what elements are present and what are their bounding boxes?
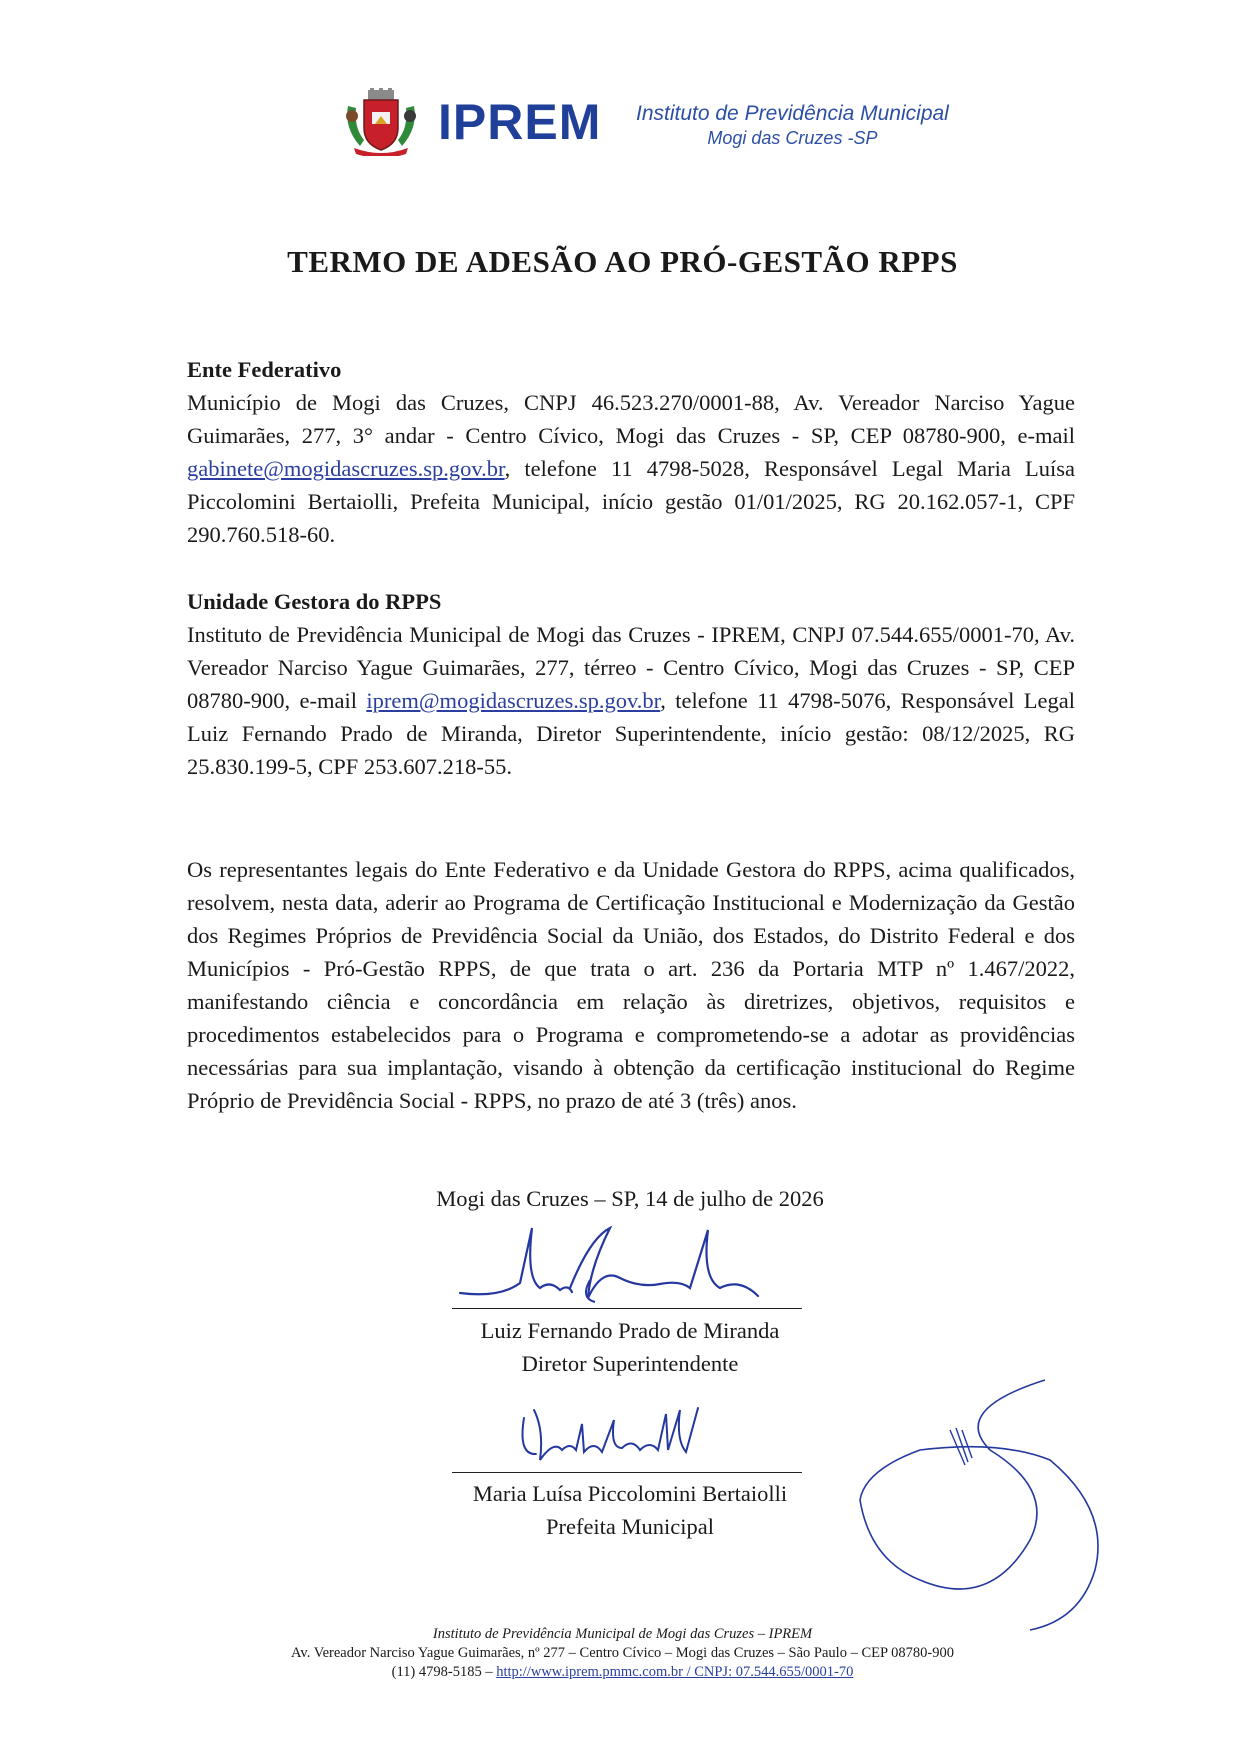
adhesion-paragraph — [187, 853, 1075, 1117]
ente-email-link[interactable]: gabinete@mogidascruzes.sp.gov.br — [187, 456, 505, 481]
institute-name — [636, 102, 949, 150]
page-footer — [0, 1625, 1245, 1682]
signature-2-line — [452, 1472, 802, 1473]
unidade-text-part1: Instituto de Previdência Municipal de Mogi das Cruzes - IPREM, CNPJ 07.544.655/0001-70, Av. Vereador Narciso Yague Guimarães, 277, térreo - Centro Cívico, Mogi das Cruzes - SP, CEP 08780-900, e-mail — [187, 622, 1075, 713]
brand-name: IPREM — [438, 94, 602, 150]
adhesion-text: Os representantes legais do Ente Federativo e da Unidade Gestora do RPPS, acima qualificados, resolvem, nesta data, aderir ao Programa de Certificação Institucional e Modernização da Gestão dos Regimes Próprios de Previdência Social da União, dos Estados, do Distrito Federal e dos Municípios - Pró-Gestão RPPS, de que trata o art. 236 da Portaria MTP nº 1.467/2022, manifestando ciência e concordância em relação às diretrizes, objetivos, requisitos e procedimentos estabelecidos para o Programa e comprometendo-se a adotar as providências necessárias para sua implantação, visando à obtenção da certificação institucional do Regime Próprio de Previdência Social - RPPS, no prazo de até 3 (três) anos. — [187, 857, 1075, 1113]
date-line: Mogi das Cruzes – SP, 14 de julho de 2026 — [436, 1186, 824, 1211]
footer-separator: – — [481, 1664, 497, 1680]
ente-text-part1: Município de Mogi das Cruzes, CNPJ 46.523.270/0001-88, Av. Vereador Narciso Yague Guimarães, 277, 3° andar - Centro Cívico, Mogi das Cruzes - SP, CEP 08780-900, e-mail — [187, 390, 1075, 448]
footer-contact — [0, 1663, 1245, 1682]
unidade-email-link[interactable]: iprem@mogidascruzes.sp.gov.br — [366, 688, 661, 713]
footer-website-link[interactable]: http://www.iprem.pmmc.com.br / CNPJ: 07.544.655/0001-70 — [496, 1664, 854, 1680]
signatory-1-name: Luiz Fernando Prado de Miranda — [480, 1318, 780, 1343]
unidade-gestora-text — [187, 618, 1075, 783]
ente-federativo-text — [187, 386, 1075, 551]
document-title: TERMO DE ADESÃO AO PRÓ-GESTÃO RPPS — [287, 244, 958, 279]
signature-2-handwriting — [510, 1400, 720, 1470]
institute-label: Instituto de Previdência Municipal — [636, 102, 949, 125]
signatory-2 — [420, 1477, 840, 1543]
coat-of-arms-logo — [340, 88, 422, 156]
signatory-2-name: Maria Luísa Piccolomini Bertaiolli — [472, 1481, 788, 1506]
signatory-1-role: Diretor Superintendente — [521, 1351, 739, 1376]
letterhead — [340, 88, 1000, 158]
footer-phone: (11) 4798-5185 — [391, 1664, 482, 1680]
signature-1-handwriting — [440, 1218, 800, 1308]
unidade-gestora-heading: Unidade Gestora do RPPS — [187, 589, 442, 614]
signatory-2-role: Prefeita Municipal — [545, 1514, 715, 1539]
institute-city: Mogi das Cruzes -SP — [707, 128, 878, 148]
unidade-gestora-section — [187, 585, 1075, 783]
footer-address: Av. Vereador Narciso Yague Guimarães, nº 277 – Centro Cívico – Mogi das Cruzes – São Paulo – CEP 08780-900 — [291, 1645, 954, 1661]
ente-federativo-heading: Ente Federativo — [187, 357, 342, 382]
footer-institute: Instituto de Previdência Municipal de Mogi das Cruzes – IPREM — [432, 1626, 813, 1642]
ente-federativo-section — [187, 353, 1075, 551]
unidade-text-part2: , telefone 11 4798-5076, Responsável Legal Luiz Fernando Prado de Miranda, Diretor Superintendente, início gestão: 08/12/2025, RG 25.830.199-5, CPF 253.607.218-55. — [187, 688, 1076, 779]
ente-text-part2: , telefone 11 4798-5028, Responsável Legal Maria Luísa Piccolomini Bertaiolli, Prefeita Municipal, início gestão 01/01/2025, RG 20.162.057-1, CPF 290.760.518-60. — [187, 456, 1075, 547]
signature-1-line — [452, 1308, 802, 1309]
signatory-1 — [420, 1314, 840, 1380]
